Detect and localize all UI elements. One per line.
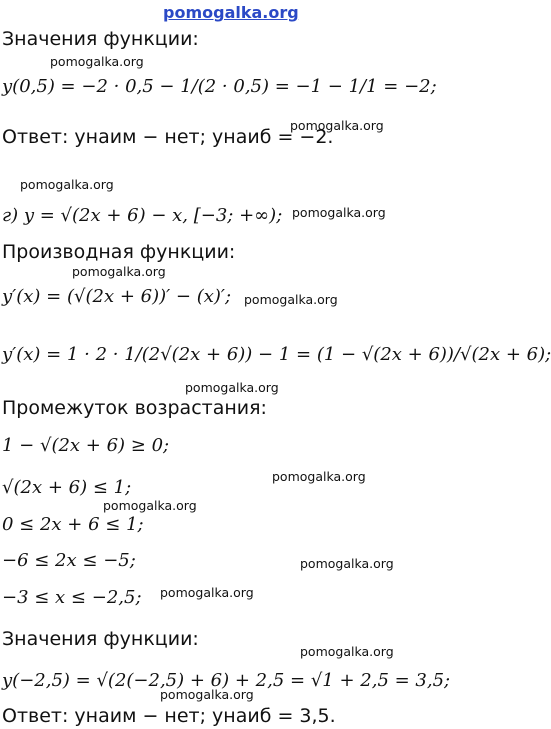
watermark: pomogalka.org (244, 292, 338, 307)
inequality-5: −3 ≤ x ≤ −2,5; (2, 587, 142, 608)
derivative-simplified: y′(x) = 1 · 2 · 1/(2√(2x + 6)) − 1 = (1 − √(2x + 6))/√(2x + 6); (2, 344, 551, 365)
watermark: pomogalka.org (185, 380, 279, 395)
inequality-2: √(2x + 6) ≤ 1; (2, 477, 132, 498)
heading-function-values-1: Значения функции: (2, 28, 199, 50)
answer-1: Ответ: yнаим − нет; yнаиб = −2. (2, 126, 334, 148)
inequality-4: −6 ≤ 2x ≤ −5; (2, 550, 136, 571)
watermark: pomogalka.org (160, 585, 254, 600)
watermark: pomogalka.org (103, 498, 197, 513)
site-watermark-top: pomogalka.org (163, 3, 299, 22)
inequality-3: 0 ≤ 2x + 6 ≤ 1; (2, 514, 144, 535)
watermark: pomogalka.org (160, 687, 254, 702)
watermark: pomogalka.org (290, 118, 384, 133)
watermark: pomogalka.org (20, 177, 114, 192)
watermark: pomogalka.org (50, 54, 144, 69)
watermark: pomogalka.org (72, 264, 166, 279)
watermark: pomogalka.org (272, 469, 366, 484)
watermark: pomogalka.org (300, 556, 394, 571)
heading-increase-interval: Промежуток возрастания: (2, 397, 267, 419)
watermark: pomogalka.org (292, 205, 386, 220)
equation-y-0-5: y(0,5) = −2 · 0,5 − 1/(2 · 0,5) = −1 − 1/1 = −2; (2, 76, 437, 97)
equation-y-minus-2-5: y(−2,5) = √(2(−2,5) + 6) + 2,5 = √1 + 2,5 = 3,5; (2, 670, 451, 691)
derivative-expression: y′(x) = (√(2x + 6))′ − (x)′; (2, 286, 232, 307)
answer-2: Ответ: yнаим − нет; yнаиб = 3,5. (2, 705, 336, 727)
problem-g-statement: г) y = √(2x + 6) − x, [−3; +∞); (2, 205, 283, 226)
heading-derivative: Производная функции: (2, 241, 236, 263)
heading-function-values-2: Значения функции: (2, 628, 199, 650)
inequality-1: 1 − √(2x + 6) ≥ 0; (2, 435, 170, 456)
watermark: pomogalka.org (300, 644, 394, 659)
